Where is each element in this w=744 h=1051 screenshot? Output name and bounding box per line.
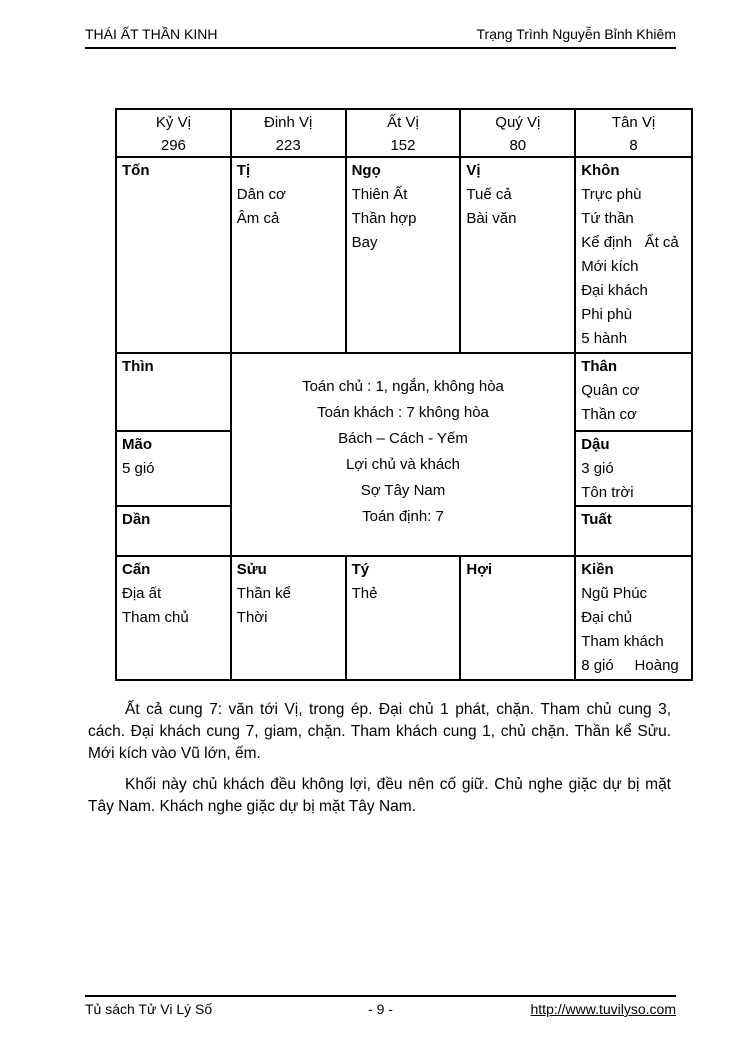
cell-lines [581,379,686,427]
cell-title: Mão [122,436,152,453]
cell-title: Khôn [581,162,620,179]
thai-at-chart-table [115,108,693,681]
cell-title: Dần [122,511,151,528]
cell-line: 8 gió Hoàng [581,657,679,674]
cell-dau [576,432,691,507]
cell-khon [576,158,691,354]
cell-lines [581,183,686,351]
cell-line: Toán định: 7 [362,508,444,525]
cell-title: Tị [236,162,251,179]
cell-title: Vị [466,162,481,179]
cell-line: Quân cơ [581,382,640,399]
cell-line: Tôn trời [581,484,634,501]
cell-title: Cấn [122,561,151,578]
paragraph-1: Ất cả cung 7: văn tới Vị, trong ép. Đại chủ 1 phát, chặn. Tham chủ cung 3, cách. Đại khách cung 7, giam, chặn. Tham khách cung 1, chủ chặn. Thần kể Sửu. Mới kích vào Vũ lớn, ếm. [88,701,671,762]
cell-ton [117,158,232,354]
cell-title: Dậu [581,436,610,453]
cell-title: Hợi [466,561,493,578]
stem-name: Ất Vị [387,114,419,131]
cell-line: Thiên Ất [351,186,408,203]
cell-ti [232,158,347,354]
cell-hoi [461,557,576,679]
center-summary [232,354,576,557]
cell-line: 5 hành [581,330,628,347]
cell-line: Đại khách [581,282,648,299]
cell-line: Tứ thần [581,210,634,227]
cell-lines [466,183,569,231]
cell-title: Tốn [122,162,150,179]
cell-line: Lợi chủ và khách [345,456,461,473]
cell-line: Thần hợp [351,210,417,227]
cell-line: Địa ất [122,585,162,602]
center-summary-lines [237,374,569,530]
stem-header-dinh-vi [232,110,347,158]
cell-tuat [576,507,691,557]
paragraph-2: Khối này chủ khách đều không lợi, đều nên cố giữ. Chủ nghe giặc dự bị mặt Tây Nam. Khách nghe giặc dự bị mặt Tây Nam. [88,776,671,815]
stem-header-ky-vi [117,110,232,158]
cell-line: Đại chủ [581,609,633,626]
cell-lines [237,582,340,630]
stem-name: Đinh Vị [264,114,313,131]
cell-lines [581,457,686,505]
book-title: THÁI ẤT THẦN KINH [85,26,218,42]
stem-header-at-vi [347,110,462,158]
cell-can [117,557,232,679]
cell-lines [352,582,455,606]
stem-header-quy-vi [461,110,576,158]
cell-line: Trực phù [581,186,642,203]
stem-value: 152 [390,137,416,154]
cell-title: Sửu [236,561,267,578]
cell-vi [461,158,576,354]
cell-lines [352,183,455,255]
cell-dan [117,507,232,557]
stem-name: Tân Vị [611,114,656,131]
cell-line: 5 gió [122,460,155,477]
page-header [85,26,676,49]
cell-line: Bay [351,234,378,251]
cell-line: Tham chủ [122,609,189,626]
cell-line: Sợ Tây Nam [360,482,446,499]
cell-thin [117,354,232,432]
cell-suu [232,557,347,679]
cell-lines [122,457,225,481]
cell-title: Thân [581,358,618,375]
footer-url-link[interactable]: http://www.tuvilyso.com [530,1001,676,1017]
cell-line: Toán khách : 7 không hòa [317,404,489,421]
cell-line: Bách – Cách - Yếm [338,430,468,447]
cell-line: Mới kích [581,258,639,275]
cell-kien [576,557,691,679]
cell-line: Bài văn [466,210,517,227]
cell-line: Tham khách [581,633,664,650]
footer-url [479,1001,676,1017]
cell-lines [122,582,225,630]
cell-line: Ngũ Phúc [581,585,648,602]
cell-lines [581,582,686,678]
stem-value: 296 [160,137,186,154]
cell-ngo [347,158,462,354]
cell-ty [347,557,462,679]
stem-header-tan-vi [576,110,691,158]
cell-title: Tuất [581,511,612,528]
stem-value: 223 [275,137,301,154]
cell-line: Thần kể [236,585,291,602]
cell-line: Tuế cả [466,186,512,203]
footer-series-title: Tủ sách Tử Vi Lý Số [85,1001,213,1017]
cell-title: Thìn [122,358,154,375]
stem-value: 80 [509,137,527,154]
cell-line: Dân cơ [236,186,286,203]
page-footer [85,995,676,1017]
cell-than [576,354,691,432]
cell-line: Thời [236,609,268,626]
cell-title: Tý [351,561,370,578]
cell-line: Thần cơ [581,406,637,423]
cell-line: 3 gió [581,460,614,477]
cell-line: Âm cả [236,210,280,227]
cell-line: Phi phù [581,306,633,323]
cell-line: Kể định Ất cả [581,234,679,251]
cell-lines [237,183,340,231]
cell-title: Ngọ [351,162,381,179]
stem-name: Kỷ Vị [155,114,191,131]
body-text [88,699,671,827]
page-number: - 9 - [368,1001,393,1017]
cell-line: Thẻ [351,585,378,602]
stem-name: Quý Vị [495,114,541,131]
cell-title: Kiền [581,561,614,578]
stem-value: 8 [629,137,638,154]
cell-mao [117,432,232,507]
cell-line: Toán chủ : 1, ngắn, không hòa [302,378,504,395]
author-name: Trạng Trình Nguyễn Bỉnh Khiêm [476,26,676,42]
